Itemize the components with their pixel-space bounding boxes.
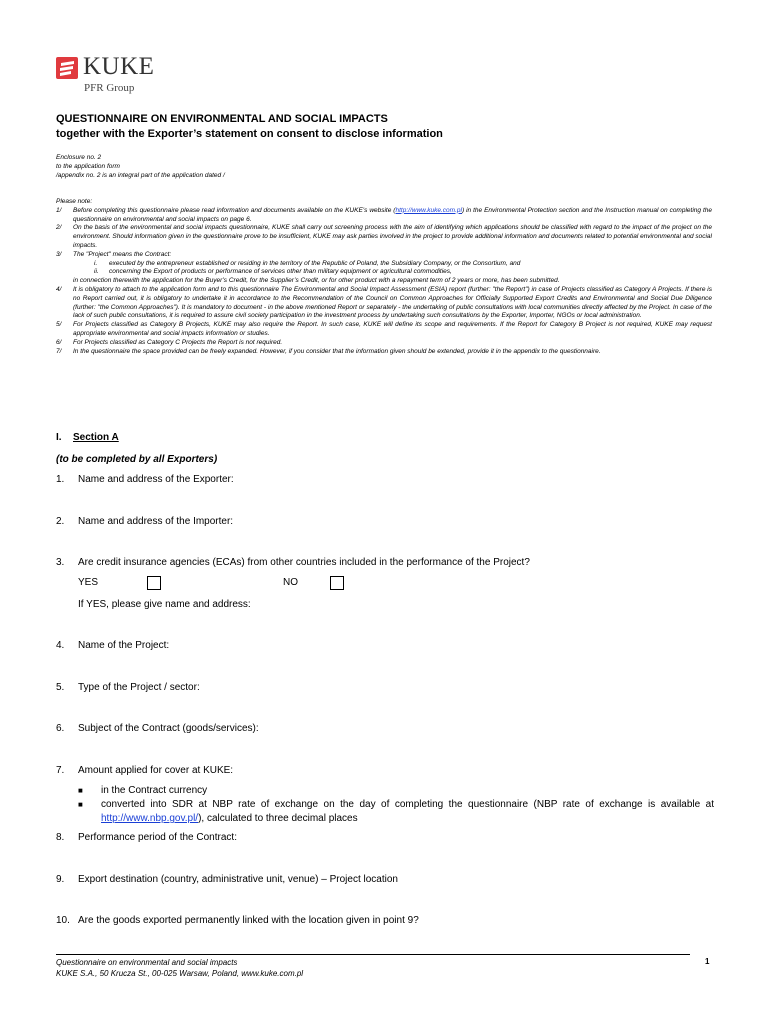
subitem-number: ii. (94, 268, 99, 276)
note-item (56, 224, 712, 250)
list-item-text (101, 798, 714, 826)
note-text: It is obligatory to attach to the application form and to this questionnaire The Environmental and Social Impact Assessment (ESIA) report (further: "the Report") in case of Projects classified as Category A Projects. If there is no Report carried out, it is obligatory to undertake it in accordance to the Recommendation of the Council on Common Approaches for Officially Supported Export Credits and Environmental and Social Due Diligence (further: "the Common Approaches"). It is mandatory to document - in the above mentioned Report or separately - the undertaking of public consultations with local communities directly affected by the Project. In case of the lack of such public consultations, it is required to assure civil society participation in the investment process by undertaking such consultations by the Exporter, Importer, NGOs or local administration. (73, 285, 712, 320)
list-item-text-part: ), calculated to three decimal places (198, 813, 358, 824)
logo-name: KUKE (83, 53, 155, 80)
note-number: 3/ (56, 250, 62, 258)
kuke-website-link[interactable]: http://www.kuke.com.pl (395, 206, 462, 214)
section-heading (56, 432, 119, 443)
notes-section (56, 198, 712, 356)
question-number: 1. (56, 474, 65, 485)
list-item (78, 798, 714, 826)
question-number: 3. (56, 557, 65, 568)
question-9 (56, 874, 398, 885)
question-text: Name and address of the Exporter: (78, 474, 234, 485)
list-item (78, 784, 714, 798)
note-continuation: in connection therewith the application for the Buyer’s Credit, for the Supplier’s Credit, or for other product with a repayment term of 2 years or more, has been submitted. (73, 277, 560, 285)
subitem-text: concerning the Export of products or performance of services other than military equipment or agricultural commodities, (109, 268, 452, 276)
notes-heading: Please note: (56, 198, 93, 205)
question-number: 2. (56, 516, 65, 527)
question-text: Performance period of the Contract: (78, 832, 237, 843)
list-item-text-part: converted into SDR at NBP rate of exchange on the day of completing the questionnaire (NBP rate of exchange is available at (101, 799, 714, 810)
page-title: QUESTIONNAIRE ON ENVIRONMENTAL AND SOCIAL IMPACTS (56, 113, 388, 125)
question-text: Type of the Project / sector: (78, 682, 200, 693)
question-number: 6. (56, 723, 65, 734)
kuke-logo (56, 55, 176, 103)
note-number: 1/ (56, 206, 62, 214)
question-6 (56, 723, 259, 734)
note-text (73, 207, 712, 225)
footer-address: KUKE S.A., 50 Krucza St., 00-025 Warsaw, Poland, www.kuke.com.pl (56, 969, 304, 978)
note-text: For Projects classified as Category C Projects the Report is not required. (73, 338, 283, 346)
nbp-website-link[interactable]: http://www.nbp.gov.pl/ (101, 813, 199, 824)
note-number: 7/ (56, 347, 62, 355)
note-item (56, 207, 712, 225)
note-text: On the basis of the environmental and social impacts questionnaire, KUKE shall carry out screening process with the aim of identifying which applications should be classified with regard to the impact of the project on the environment. Should information given in the questionnaire prove to be insufficient, KUKE may ask parties involved in the project to provide additional information and documents related to potential environmental and social impacts. (73, 224, 712, 249)
page-number: 1 (705, 957, 710, 966)
footer-title: Questionnaire on environmental and social impacts (56, 958, 238, 967)
question-number: 5. (56, 682, 65, 693)
question-5 (56, 682, 200, 693)
question-number: 4. (56, 640, 65, 651)
bullet-icon: ■ (78, 800, 83, 809)
subitem-text: executed by the entrepreneur established or residing in the territory of the Republic of Poland, the Subsidiary Company, or the Consortium, and (109, 259, 521, 267)
question-number: 8. (56, 832, 65, 843)
question-text: Subject of the Contract (goods/services): (78, 723, 259, 734)
enclosure-line: to the application form (56, 162, 120, 170)
question-4 (56, 640, 169, 651)
note-text: For Projects classified as Category B Projects, KUKE may also require the Report. In such case, KUKE will define its scope and requirements. If the Report for Category B Project is not required, KUKE may request appropriate environmental and social impacts information or studies. (73, 321, 712, 337)
question-8 (56, 832, 237, 843)
if-yes-prompt: If YES, please give name and address: (78, 599, 251, 610)
note-text-part: ) in the Environmental Protection section and the Instruction manual on completing the questionnaire on environmental and social impacts on page 6. (73, 206, 712, 223)
yes-checkbox[interactable] (147, 576, 161, 590)
note-number: 2/ (56, 224, 62, 232)
section-number: I. (56, 432, 62, 443)
page-subtitle: together with the Exporter’s statement on consent to disclose information (56, 128, 443, 140)
question-text: Amount applied for cover at KUKE: (78, 765, 234, 776)
question-7 (56, 765, 233, 776)
question-number: 10. (56, 915, 70, 926)
question-number: 9. (56, 874, 65, 885)
section-name: Section A (73, 432, 119, 443)
note-item (56, 321, 712, 339)
question-text: Export destination (country, administrative unit, venue) – Project location (78, 874, 398, 885)
question-1 (56, 474, 234, 485)
enclosure-info (56, 154, 356, 180)
note-text-part: Before completing this questionnaire please read information and documents available on the KUKE’s website ( (73, 206, 396, 214)
enclosure-line: /appendix no. 2 is an integral part of the application dated / (56, 171, 225, 179)
question-10 (56, 915, 419, 926)
subitem-number: i. (94, 259, 98, 267)
question-number: 7. (56, 765, 65, 776)
note-subitem (94, 260, 712, 269)
no-label: NO (283, 577, 298, 588)
amount-options-list (78, 784, 714, 826)
note-item (56, 286, 712, 321)
no-checkbox[interactable] (330, 576, 344, 590)
list-item-text: in the Contract currency (101, 785, 208, 796)
bullet-icon: ■ (78, 786, 83, 795)
note-number: 5/ (56, 321, 62, 329)
note-number: 6/ (56, 338, 62, 346)
note-text: In the questionnaire the space provided can be freely expanded. However, if you consider that the information given should be extended, provide it in the appendix to the questionnaire. (73, 347, 601, 355)
section-note: (to be completed by all Exporters) (56, 454, 218, 465)
question-text: Are the goods exported permanently linked with the location given in point 9? (78, 915, 419, 926)
kuke-logo-mark-icon (56, 57, 78, 79)
note-item (56, 348, 712, 357)
footer-divider (56, 954, 690, 955)
yes-label: YES (78, 577, 99, 588)
question-text: Name and address of the Importer: (78, 516, 234, 527)
enclosure-line: Enclosure no. 2 (56, 154, 102, 161)
note-subitem (94, 268, 712, 277)
question-text: Name of the Project: (78, 640, 170, 651)
question-3 (56, 557, 530, 568)
question-2 (56, 516, 233, 527)
note-item (56, 251, 712, 260)
question-text: Are credit insurance agencies (ECAs) from other countries included in the performance of the Project? (78, 557, 530, 568)
note-text: The "Project" means the Contract: (73, 250, 172, 258)
logo-group: PFR Group (84, 82, 135, 94)
note-number: 4/ (56, 285, 62, 293)
note-item (56, 339, 712, 348)
